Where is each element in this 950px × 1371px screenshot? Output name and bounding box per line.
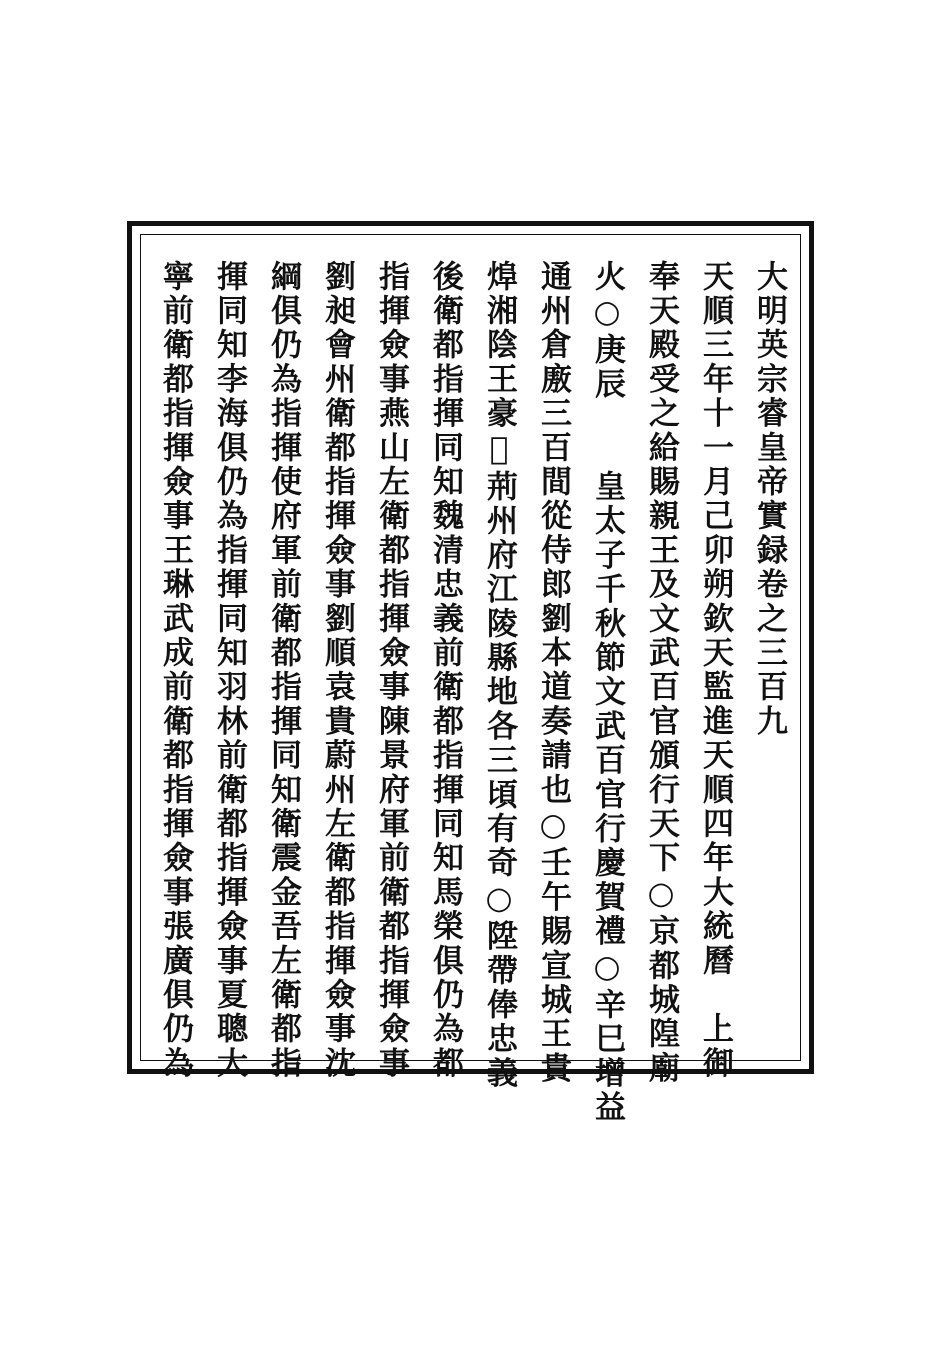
text-column-9: 綱俱仍為指揮使府軍前衛都指揮同知衛震金吾左衛都指 bbox=[265, 260, 301, 1081]
text-column-6: 後衛都指揮同知魏清忠義前衛都指揮同知馬榮俱仍為都 bbox=[427, 260, 463, 1081]
text-column-10: 揮同知李海俱仍為指揮同知羽林前衛都指揮僉事夏聰大 bbox=[211, 260, 247, 1081]
text-column-3: 火○庚辰 皇太子千秋節文武百官行慶賀禮○辛巳增益 bbox=[589, 260, 625, 1125]
text-column-8: 劉昶會州衛都指揮僉事劉順袁貴蔚州左衛都指揮僉事沈 bbox=[319, 260, 355, 1081]
text-column-2: 奉天殿受之給賜親王及文武百官頒行天下○京都城隍廟 bbox=[643, 260, 679, 1086]
text-column-5: 㷆湘陰王豪𤅬荊州府江陵縣地各三頃有奇○陞帶俸忠義 bbox=[481, 260, 517, 1091]
text-column-4: 通州倉廒三百間從侍郎劉本道奏請也○壬午賜宣城王貴 bbox=[535, 260, 571, 1086]
text-column-title: 大明英宗睿皇帝實録卷之三百九 bbox=[751, 260, 787, 739]
text-column-7: 指揮僉事燕山左衛都指揮僉事陳景府軍前衛都指揮僉事 bbox=[373, 260, 409, 1081]
text-column-11: 寧前衛都指揮僉事王琳武成前衛都指揮僉事張廣俱仍為 bbox=[157, 260, 193, 1081]
text-column-1: 天順三年十一月己卯朔欽天監進天順四年大統曆 上御 bbox=[697, 260, 733, 1081]
